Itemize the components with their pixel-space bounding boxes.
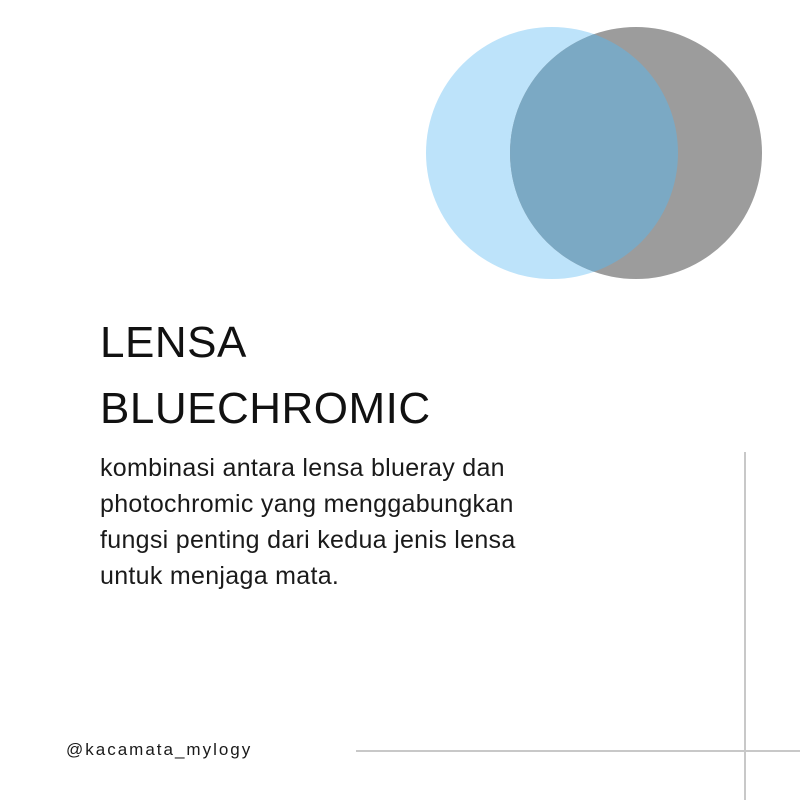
page-title [100, 310, 431, 442]
description-line-4: untuk menjaga mata. [100, 562, 340, 590]
vertical-divider [744, 452, 746, 800]
horizontal-divider [356, 750, 800, 752]
title-line-2: BLUECHROMIC [100, 384, 431, 433]
description-text [100, 450, 660, 594]
description-line-1: kombinasi antara lensa blueray dan [100, 454, 505, 482]
description-line-2: photochromic yang menggabungkan [100, 490, 514, 518]
title-line-1: LENSA [100, 318, 247, 367]
description-line-3: fungsi penting dari kedua jenis lensa [100, 526, 516, 554]
social-handle: @kacamata_mylogy [66, 740, 253, 759]
